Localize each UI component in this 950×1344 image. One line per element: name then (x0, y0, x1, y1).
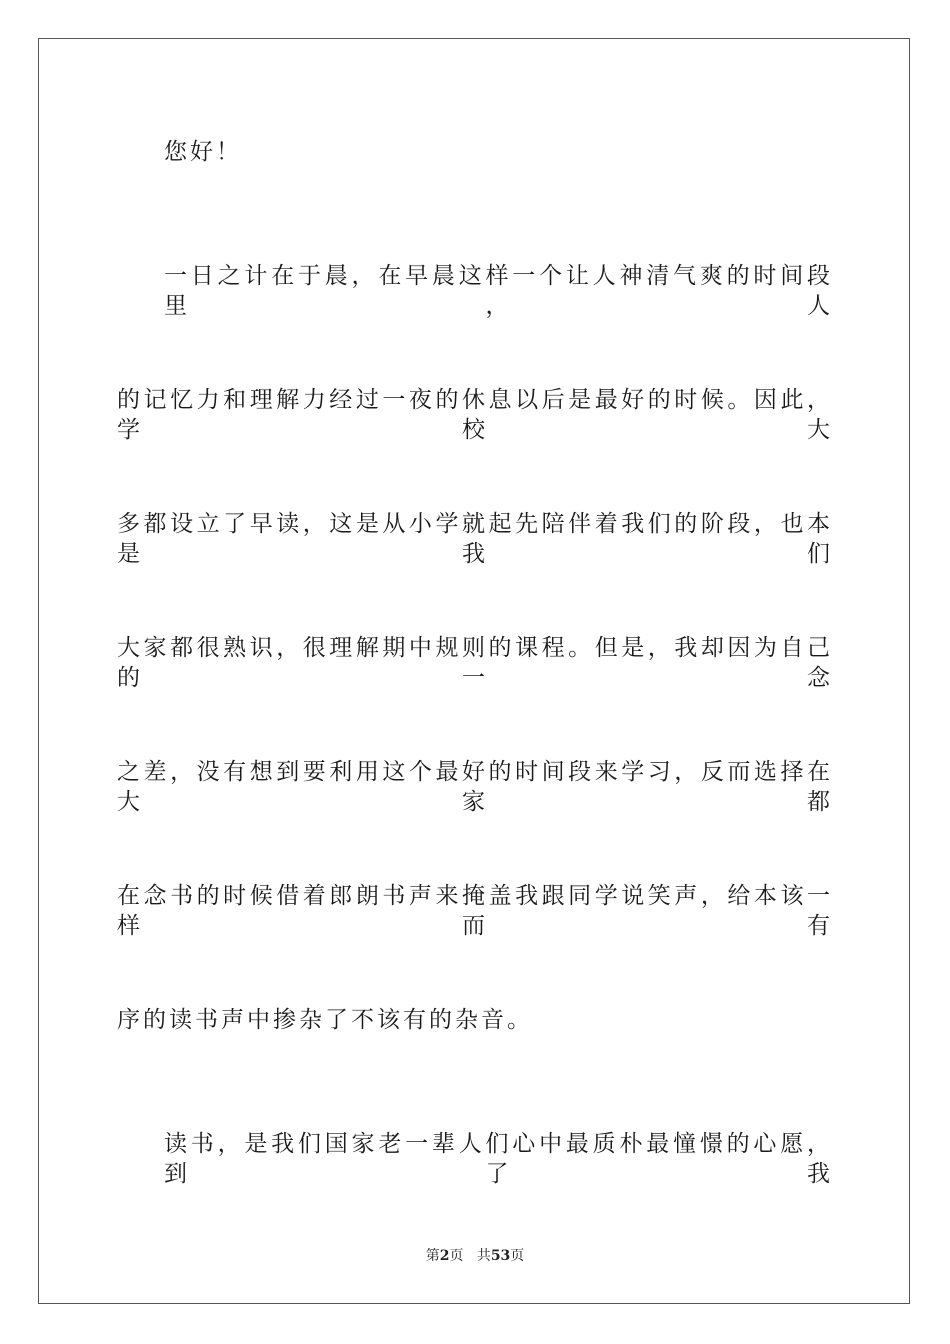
paragraph-line-1: 一日之计在于晨，在早晨这样一个让人神清气爽的时间段里，人 (164, 263, 833, 319)
total-pages: 53 (490, 1248, 511, 1264)
paragraph-line-6: 在念书的时候借着郎朗书声来掩盖我跟同学说笑声，给本该一样而有 (117, 883, 833, 939)
paragraph-line-4: 大家都很熟识，很理解期中规则的课程。但是，我却因为自己的一念 (117, 635, 833, 691)
total-prefix: 共 (476, 1248, 491, 1264)
total-suffix: 页 (510, 1248, 525, 1264)
greeting-line: 您好！ (164, 139, 242, 165)
paragraph-line-7: 序的读书声中掺杂了不该有的杂音。 (117, 1007, 533, 1033)
page-footer (0, 1247, 950, 1265)
paragraph-line-8: 读书，是我们国家老一辈人们心中最质朴最憧憬的心愿，到了我 (164, 1131, 833, 1187)
paragraph-line-5: 之差，没有想到要利用这个最好的时间段来学习，反而选择在大家都 (117, 759, 833, 815)
paragraph-line-2: 的记忆力和理解力经过一夜的休息以后是最好的时候。因此，学校大 (117, 387, 833, 443)
page-suffix: 页 (449, 1248, 464, 1264)
paragraph-line-3: 多都设立了早读，这是从小学就起先陪伴着我们的阶段，也本是我们 (117, 511, 833, 567)
page-number: 2 (439, 1248, 450, 1264)
page-prefix: 第 (425, 1248, 440, 1264)
